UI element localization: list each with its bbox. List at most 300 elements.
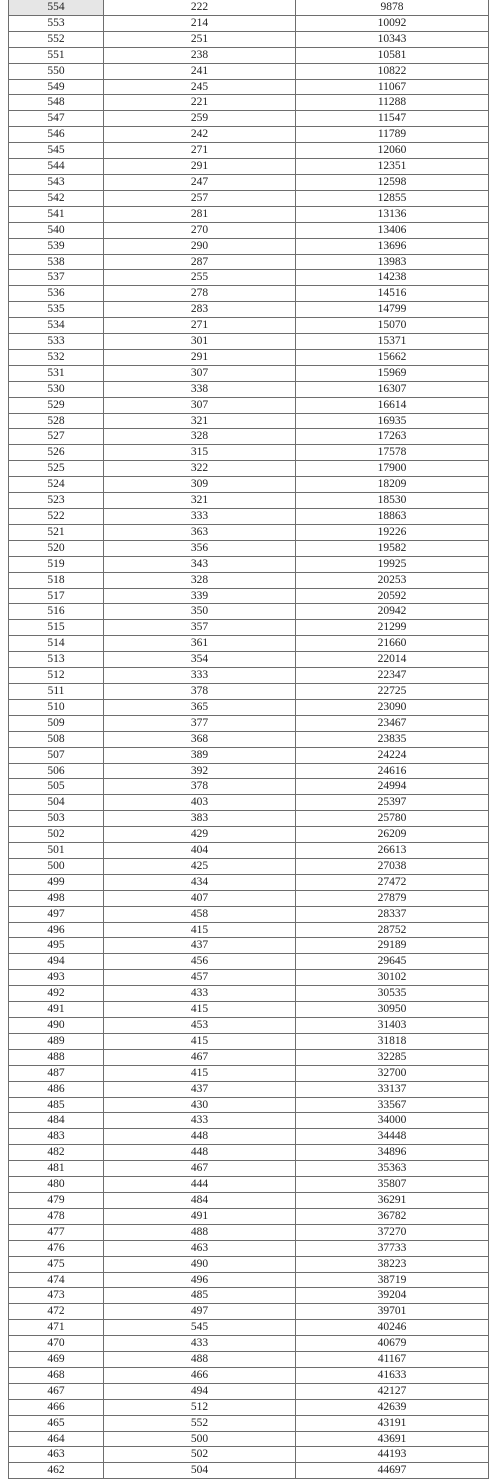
score-table <box>8 0 489 1479</box>
cumulative-cell: 17900 <box>296 461 489 477</box>
cumulative-cell: 16935 <box>296 413 489 429</box>
count-cell: 255 <box>104 270 296 286</box>
count-cell: 437 <box>104 1081 296 1097</box>
count-cell: 504 <box>104 1463 296 1479</box>
score-cell: 508 <box>9 731 104 747</box>
count-cell: 494 <box>104 1383 296 1399</box>
cumulative-cell: 42639 <box>296 1399 489 1415</box>
cumulative-cell: 18530 <box>296 493 489 509</box>
table-row <box>9 1383 489 1399</box>
score-cell: 552 <box>9 31 104 47</box>
table-row <box>9 986 489 1002</box>
table-row <box>9 31 489 47</box>
count-cell: 484 <box>104 1192 296 1208</box>
score-cell: 474 <box>9 1272 104 1288</box>
count-cell: 456 <box>104 954 296 970</box>
table-row <box>9 302 489 318</box>
cumulative-cell: 16307 <box>296 381 489 397</box>
table-row <box>9 318 489 334</box>
count-cell: 512 <box>104 1399 296 1415</box>
table-row <box>9 747 489 763</box>
cumulative-cell: 21299 <box>296 620 489 636</box>
count-cell: 365 <box>104 699 296 715</box>
score-cell: 492 <box>9 986 104 1002</box>
score-cell: 489 <box>9 1033 104 1049</box>
cumulative-cell: 26613 <box>296 843 489 859</box>
cumulative-cell: 14799 <box>296 302 489 318</box>
score-cell: 519 <box>9 556 104 572</box>
score-cell: 524 <box>9 477 104 493</box>
count-cell: 433 <box>104 1113 296 1129</box>
cumulative-cell: 30102 <box>296 970 489 986</box>
cumulative-cell: 42127 <box>296 1383 489 1399</box>
table-row <box>9 1033 489 1049</box>
cumulative-cell: 37733 <box>296 1240 489 1256</box>
cumulative-cell: 27038 <box>296 858 489 874</box>
table-row <box>9 795 489 811</box>
score-cell: 516 <box>9 604 104 620</box>
table-row <box>9 1288 489 1304</box>
count-cell: 457 <box>104 970 296 986</box>
cumulative-cell: 38719 <box>296 1272 489 1288</box>
cumulative-cell: 13983 <box>296 254 489 270</box>
cumulative-cell: 11547 <box>296 111 489 127</box>
count-cell: 290 <box>104 238 296 254</box>
cumulative-cell: 26209 <box>296 827 489 843</box>
table-row <box>9 1097 489 1113</box>
count-cell: 321 <box>104 493 296 509</box>
count-cell: 328 <box>104 429 296 445</box>
cumulative-cell: 30950 <box>296 1002 489 1018</box>
table-row <box>9 811 489 827</box>
table-row <box>9 15 489 31</box>
cumulative-cell: 43191 <box>296 1415 489 1431</box>
score-cell: 541 <box>9 206 104 222</box>
cumulative-cell: 15070 <box>296 318 489 334</box>
cumulative-cell: 16614 <box>296 397 489 413</box>
count-cell: 271 <box>104 143 296 159</box>
score-cell: 515 <box>9 620 104 636</box>
score-cell: 542 <box>9 190 104 206</box>
table-row <box>9 1336 489 1352</box>
score-cell: 496 <box>9 922 104 938</box>
count-cell: 251 <box>104 31 296 47</box>
score-cell: 481 <box>9 1161 104 1177</box>
cumulative-cell: 25397 <box>296 795 489 811</box>
score-cell: 485 <box>9 1097 104 1113</box>
score-cell: 470 <box>9 1336 104 1352</box>
cumulative-cell: 10581 <box>296 47 489 63</box>
count-cell: 378 <box>104 779 296 795</box>
cumulative-cell: 40246 <box>296 1320 489 1336</box>
table-row <box>9 588 489 604</box>
cumulative-cell: 30535 <box>296 986 489 1002</box>
table-row <box>9 540 489 556</box>
table-row <box>9 1113 489 1129</box>
cumulative-cell: 22347 <box>296 668 489 684</box>
cumulative-cell: 41167 <box>296 1352 489 1368</box>
cumulative-cell: 20253 <box>296 572 489 588</box>
score-cell: 554 <box>9 0 104 15</box>
table-row <box>9 1224 489 1240</box>
count-cell: 404 <box>104 843 296 859</box>
score-cell: 553 <box>9 15 104 31</box>
table-row <box>9 858 489 874</box>
cumulative-cell: 37270 <box>296 1224 489 1240</box>
count-cell: 502 <box>104 1447 296 1463</box>
cumulative-cell: 41633 <box>296 1367 489 1383</box>
score-cell: 548 <box>9 95 104 111</box>
count-cell: 238 <box>104 47 296 63</box>
table-row <box>9 111 489 127</box>
table-row <box>9 1272 489 1288</box>
count-cell: 301 <box>104 334 296 350</box>
count-cell: 287 <box>104 254 296 270</box>
cumulative-cell: 10092 <box>296 15 489 31</box>
count-cell: 343 <box>104 556 296 572</box>
table-row <box>9 1256 489 1272</box>
table-row <box>9 1002 489 1018</box>
count-cell: 463 <box>104 1240 296 1256</box>
table-row <box>9 1208 489 1224</box>
score-cell: 536 <box>9 286 104 302</box>
table-row <box>9 1431 489 1447</box>
table-row <box>9 461 489 477</box>
count-cell: 307 <box>104 365 296 381</box>
cumulative-cell: 40679 <box>296 1336 489 1352</box>
count-cell: 291 <box>104 159 296 175</box>
count-cell: 467 <box>104 1049 296 1065</box>
count-cell: 361 <box>104 636 296 652</box>
score-cell: 495 <box>9 938 104 954</box>
table-row <box>9 1081 489 1097</box>
cumulative-cell: 11067 <box>296 79 489 95</box>
cumulative-cell: 36782 <box>296 1208 489 1224</box>
table-row <box>9 1320 489 1336</box>
count-cell: 257 <box>104 190 296 206</box>
table-row <box>9 604 489 620</box>
count-cell: 339 <box>104 588 296 604</box>
table-row <box>9 445 489 461</box>
score-cell: 546 <box>9 127 104 143</box>
table-row <box>9 1352 489 1368</box>
table-row <box>9 397 489 413</box>
table-row <box>9 556 489 572</box>
table-row <box>9 779 489 795</box>
cumulative-cell: 38223 <box>296 1256 489 1272</box>
score-cell: 486 <box>9 1081 104 1097</box>
table-row <box>9 174 489 190</box>
count-cell: 392 <box>104 763 296 779</box>
table-row <box>9 652 489 668</box>
score-cell: 475 <box>9 1256 104 1272</box>
cumulative-cell: 27879 <box>296 890 489 906</box>
score-cell: 527 <box>9 429 104 445</box>
score-cell: 528 <box>9 413 104 429</box>
cumulative-cell: 15371 <box>296 334 489 350</box>
cumulative-cell: 12855 <box>296 190 489 206</box>
cumulative-cell: 14516 <box>296 286 489 302</box>
table-row <box>9 524 489 540</box>
score-cell: 507 <box>9 747 104 763</box>
table-row <box>9 763 489 779</box>
score-cell: 494 <box>9 954 104 970</box>
score-cell: 501 <box>9 843 104 859</box>
count-cell: 338 <box>104 381 296 397</box>
cumulative-cell: 32700 <box>296 1065 489 1081</box>
table-row <box>9 1447 489 1463</box>
count-cell: 321 <box>104 413 296 429</box>
cumulative-cell: 29645 <box>296 954 489 970</box>
count-cell: 378 <box>104 683 296 699</box>
table-row <box>9 1192 489 1208</box>
cumulative-cell: 36291 <box>296 1192 489 1208</box>
cumulative-cell: 13696 <box>296 238 489 254</box>
count-cell: 363 <box>104 524 296 540</box>
table-row <box>9 143 489 159</box>
count-cell: 259 <box>104 111 296 127</box>
cumulative-cell: 21660 <box>296 636 489 652</box>
cumulative-cell: 39204 <box>296 1288 489 1304</box>
score-cell: 471 <box>9 1320 104 1336</box>
score-cell: 472 <box>9 1304 104 1320</box>
score-cell: 531 <box>9 365 104 381</box>
score-cell: 530 <box>9 381 104 397</box>
score-cell: 506 <box>9 763 104 779</box>
count-cell: 357 <box>104 620 296 636</box>
cumulative-cell: 28752 <box>296 922 489 938</box>
cumulative-cell: 19226 <box>296 524 489 540</box>
count-cell: 222 <box>104 0 296 15</box>
count-cell: 415 <box>104 1033 296 1049</box>
score-cell: 463 <box>9 1447 104 1463</box>
count-cell: 247 <box>104 174 296 190</box>
table-row <box>9 715 489 731</box>
score-cell: 534 <box>9 318 104 334</box>
count-cell: 214 <box>104 15 296 31</box>
count-cell: 270 <box>104 222 296 238</box>
table-row <box>9 381 489 397</box>
cumulative-cell: 15662 <box>296 349 489 365</box>
table-row <box>9 620 489 636</box>
table-row <box>9 349 489 365</box>
score-cell: 518 <box>9 572 104 588</box>
score-cell: 543 <box>9 174 104 190</box>
score-cell: 520 <box>9 540 104 556</box>
count-cell: 271 <box>104 318 296 334</box>
cumulative-cell: 25780 <box>296 811 489 827</box>
cumulative-cell: 24994 <box>296 779 489 795</box>
cumulative-cell: 24616 <box>296 763 489 779</box>
table-row <box>9 238 489 254</box>
count-cell: 458 <box>104 906 296 922</box>
table-row <box>9 429 489 445</box>
count-cell: 291 <box>104 349 296 365</box>
score-cell: 533 <box>9 334 104 350</box>
cumulative-cell: 18209 <box>296 477 489 493</box>
count-cell: 221 <box>104 95 296 111</box>
count-cell: 407 <box>104 890 296 906</box>
score-cell: 479 <box>9 1192 104 1208</box>
table-row <box>9 1177 489 1193</box>
count-cell: 444 <box>104 1177 296 1193</box>
cumulative-cell: 23090 <box>296 699 489 715</box>
table-row <box>9 1129 489 1145</box>
count-cell: 315 <box>104 445 296 461</box>
table-row <box>9 954 489 970</box>
table-row <box>9 286 489 302</box>
score-cell: 490 <box>9 1018 104 1034</box>
score-cell: 511 <box>9 683 104 699</box>
cumulative-cell: 32285 <box>296 1049 489 1065</box>
count-cell: 488 <box>104 1352 296 1368</box>
score-cell: 526 <box>9 445 104 461</box>
table-row <box>9 477 489 493</box>
count-cell: 434 <box>104 874 296 890</box>
score-cell: 467 <box>9 1383 104 1399</box>
count-cell: 496 <box>104 1272 296 1288</box>
count-cell: 497 <box>104 1304 296 1320</box>
cumulative-cell: 10822 <box>296 63 489 79</box>
table-row <box>9 636 489 652</box>
table-row <box>9 47 489 63</box>
cumulative-cell: 9878 <box>296 0 489 15</box>
score-cell: 487 <box>9 1065 104 1081</box>
table-row <box>9 1049 489 1065</box>
table-row <box>9 254 489 270</box>
count-cell: 425 <box>104 858 296 874</box>
score-cell: 545 <box>9 143 104 159</box>
score-table-body <box>9 0 489 1479</box>
score-cell: 505 <box>9 779 104 795</box>
score-cell: 513 <box>9 652 104 668</box>
table-row <box>9 270 489 286</box>
table-row <box>9 222 489 238</box>
table-row <box>9 190 489 206</box>
count-cell: 389 <box>104 747 296 763</box>
score-cell: 532 <box>9 349 104 365</box>
score-cell: 523 <box>9 493 104 509</box>
table-row <box>9 0 489 15</box>
table-row <box>9 1415 489 1431</box>
table-row <box>9 509 489 525</box>
score-cell: 535 <box>9 302 104 318</box>
cumulative-cell: 33567 <box>296 1097 489 1113</box>
cumulative-cell: 35807 <box>296 1177 489 1193</box>
count-cell: 545 <box>104 1320 296 1336</box>
table-row <box>9 922 489 938</box>
score-cell: 510 <box>9 699 104 715</box>
count-cell: 356 <box>104 540 296 556</box>
cumulative-cell: 12060 <box>296 143 489 159</box>
count-cell: 328 <box>104 572 296 588</box>
count-cell: 383 <box>104 811 296 827</box>
table-row <box>9 827 489 843</box>
table-row <box>9 1367 489 1383</box>
score-cell: 465 <box>9 1415 104 1431</box>
count-cell: 368 <box>104 731 296 747</box>
score-cell: 462 <box>9 1463 104 1479</box>
cumulative-cell: 18863 <box>296 509 489 525</box>
cumulative-cell: 29189 <box>296 938 489 954</box>
table-row <box>9 1018 489 1034</box>
count-cell: 241 <box>104 63 296 79</box>
table-row <box>9 63 489 79</box>
table-row <box>9 572 489 588</box>
cumulative-cell: 44697 <box>296 1463 489 1479</box>
table-row <box>9 843 489 859</box>
count-cell: 403 <box>104 795 296 811</box>
count-cell: 350 <box>104 604 296 620</box>
score-cell: 483 <box>9 1129 104 1145</box>
cumulative-cell: 10343 <box>296 31 489 47</box>
count-cell: 377 <box>104 715 296 731</box>
cumulative-cell: 23467 <box>296 715 489 731</box>
cumulative-cell: 15969 <box>296 365 489 381</box>
count-cell: 430 <box>104 1097 296 1113</box>
table-row <box>9 334 489 350</box>
score-cell: 484 <box>9 1113 104 1129</box>
score-cell: 540 <box>9 222 104 238</box>
score-cell: 521 <box>9 524 104 540</box>
cumulative-cell: 22725 <box>296 683 489 699</box>
score-cell: 529 <box>9 397 104 413</box>
score-cell: 538 <box>9 254 104 270</box>
cumulative-cell: 17578 <box>296 445 489 461</box>
count-cell: 488 <box>104 1224 296 1240</box>
count-cell: 500 <box>104 1431 296 1447</box>
cumulative-cell: 34448 <box>296 1129 489 1145</box>
cumulative-cell: 12598 <box>296 174 489 190</box>
cumulative-cell: 13136 <box>296 206 489 222</box>
cumulative-cell: 13406 <box>296 222 489 238</box>
table-row <box>9 683 489 699</box>
cumulative-cell: 12351 <box>296 159 489 175</box>
score-cell: 477 <box>9 1224 104 1240</box>
count-cell: 466 <box>104 1367 296 1383</box>
count-cell: 433 <box>104 1336 296 1352</box>
score-cell: 488 <box>9 1049 104 1065</box>
count-cell: 490 <box>104 1256 296 1272</box>
score-cell: 469 <box>9 1352 104 1368</box>
count-cell: 322 <box>104 461 296 477</box>
cumulative-cell: 11789 <box>296 127 489 143</box>
table-row <box>9 206 489 222</box>
score-cell: 509 <box>9 715 104 731</box>
table-row <box>9 731 489 747</box>
count-cell: 448 <box>104 1145 296 1161</box>
score-cell: 544 <box>9 159 104 175</box>
score-cell: 466 <box>9 1399 104 1415</box>
score-cell: 500 <box>9 858 104 874</box>
score-cell: 550 <box>9 63 104 79</box>
table-row <box>9 95 489 111</box>
table-row <box>9 1161 489 1177</box>
score-cell: 480 <box>9 1177 104 1193</box>
cumulative-cell: 23835 <box>296 731 489 747</box>
table-row <box>9 1065 489 1081</box>
score-cell: 476 <box>9 1240 104 1256</box>
count-cell: 242 <box>104 127 296 143</box>
cumulative-cell: 31403 <box>296 1018 489 1034</box>
count-cell: 278 <box>104 286 296 302</box>
cumulative-cell: 27472 <box>296 874 489 890</box>
score-cell: 512 <box>9 668 104 684</box>
score-cell: 551 <box>9 47 104 63</box>
table-row <box>9 365 489 381</box>
cumulative-cell: 14238 <box>296 270 489 286</box>
table-row <box>9 1240 489 1256</box>
